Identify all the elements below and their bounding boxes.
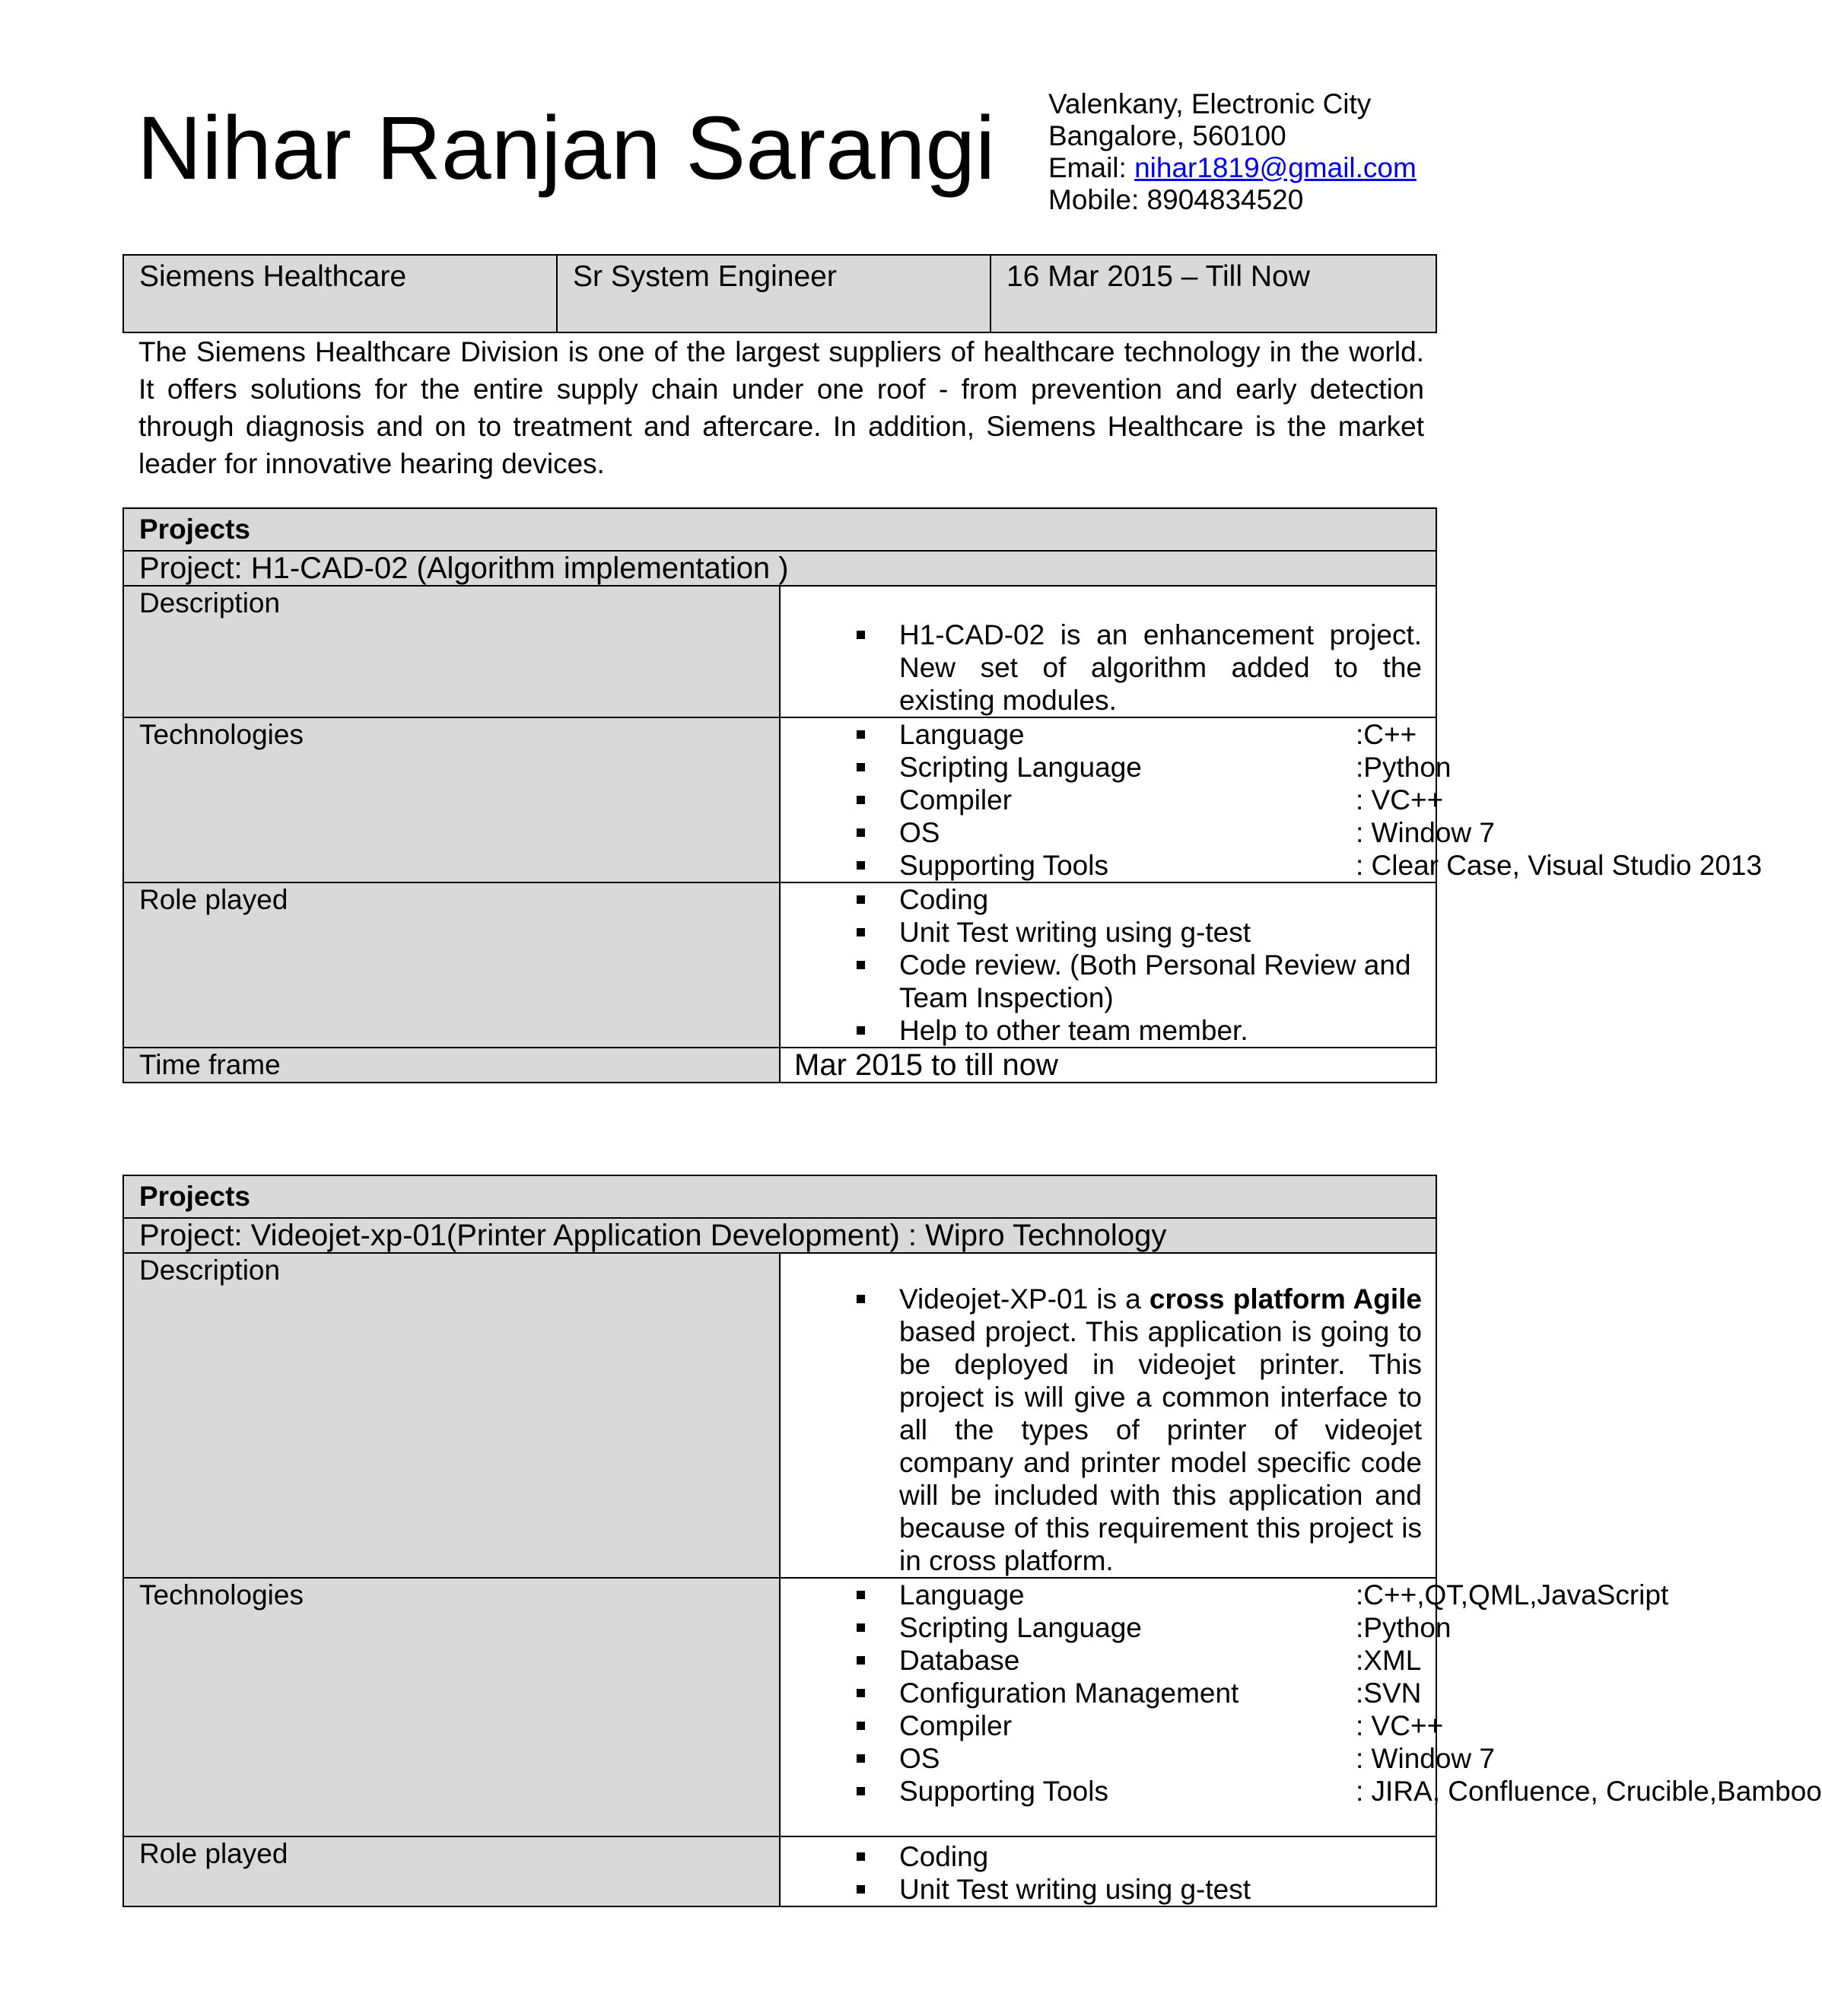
projects-heading: Projects: [123, 1175, 1436, 1218]
address-line-1: Valenkany, Electronic City: [1048, 88, 1372, 119]
technologies-label: Technologies: [123, 717, 780, 882]
company-name: Siemens Healthcare: [123, 255, 557, 332]
description-cell: [780, 586, 1436, 717]
role-played-label: Role played: [123, 882, 780, 1048]
role-list: [781, 883, 1422, 1047]
technologies-list: [781, 718, 1763, 882]
technologies-label: Technologies: [123, 1578, 780, 1836]
description-label: Description: [123, 586, 780, 717]
company-table: [122, 254, 1437, 333]
role-item: Help to other team member.: [857, 1014, 1422, 1047]
candidate-name: Nihar Ranjan Sarangi: [137, 98, 996, 199]
contact-block: [1048, 88, 1535, 216]
time-frame-value: Mar 2015 to till now: [780, 1048, 1436, 1083]
email-label: Email:: [1048, 152, 1135, 183]
time-frame-label: Time frame: [123, 1048, 780, 1083]
tech-item: Supporting Tools : JIRA, Confluence, Crucible,Bamboo: [857, 1775, 1422, 1808]
project-title: Project: H1-CAD-02 (Algorithm implementation ): [123, 551, 1436, 586]
email-line: [1048, 152, 1535, 184]
description-list: [781, 1283, 1422, 1577]
tech-item: Compiler : VC++: [857, 1709, 1422, 1742]
mobile-line: Mobile: 8904834520: [1048, 184, 1304, 215]
tech-item: OS : Window 7: [857, 1742, 1422, 1775]
description-item: H1-CAD-02 is an enhancement project. New set of algorithm added to the existing modules.: [857, 618, 1422, 717]
role-item: Unit Test writing using g-test: [857, 1873, 1422, 1906]
description-label: Description: [123, 1253, 780, 1578]
projects-heading: Projects: [123, 508, 1436, 551]
technologies-cell: [780, 1578, 1822, 1836]
tech-item: Language :C++: [857, 718, 1422, 751]
description-item: Videojet-XP-01 is a cross platform Agile based project. This application is going to be deployed in videojet printer. This project is will give a common interface to all the types of printer of videojet company and printer model specific code will be included with this application and because of this requirement this project is in cross platform.: [857, 1283, 1422, 1577]
company-role: Sr System Engineer: [557, 255, 990, 332]
address-line-2: Bangalore, 560100: [1048, 120, 1286, 151]
role-item: Coding: [857, 1840, 1422, 1873]
tech-item: Scripting Language :Python: [857, 1611, 1422, 1644]
role-played-cell: [780, 882, 1436, 1048]
description-list: [781, 618, 1422, 717]
technologies-list: [781, 1579, 1822, 1808]
role-item: Code review. (Both Personal Review and Team Inspection): [857, 949, 1422, 1014]
role-item: Unit Test writing using g-test: [857, 916, 1422, 949]
tech-item: OS : Window 7: [857, 816, 1422, 849]
tech-item: Language :C++,QT,QML,JavaScript: [857, 1579, 1422, 1611]
tech-item: Compiler : VC++: [857, 784, 1422, 816]
company-summary: The Siemens Healthcare Division is one of the largest suppliers of healthcare technology in the world. It offers solutions for the entire supply chain under one roof - from prevention and early detection through diagnosis and on to treatment and aftercare. In addition, Siemens Healthcare is the market leader for innovative hearing devices.: [138, 336, 1424, 479]
project-table-2: [122, 1175, 1822, 1907]
company-period: 16 Mar 2015 – Till Now: [990, 255, 1436, 332]
description-cell: [780, 1253, 1436, 1578]
project-title: Project: Videojet-xp-01(Printer Application Development) : Wipro Technology: [123, 1218, 1436, 1253]
role-played-cell: [780, 1836, 1436, 1906]
tech-item: Database :XML: [857, 1644, 1422, 1677]
tech-item: Supporting Tools : Clear Case, Visual Studio 2013: [857, 849, 1422, 882]
technologies-cell: [780, 717, 1763, 882]
role-item: Coding: [857, 883, 1422, 916]
role-list: [781, 1840, 1422, 1906]
email-link[interactable]: nihar1819@gmail.com: [1134, 152, 1417, 183]
project-table-1: [122, 507, 1763, 1083]
tech-item: Configuration Management :SVN: [857, 1677, 1422, 1709]
role-played-label: Role played: [123, 1836, 780, 1906]
tech-item: Scripting Language :Python: [857, 751, 1422, 784]
